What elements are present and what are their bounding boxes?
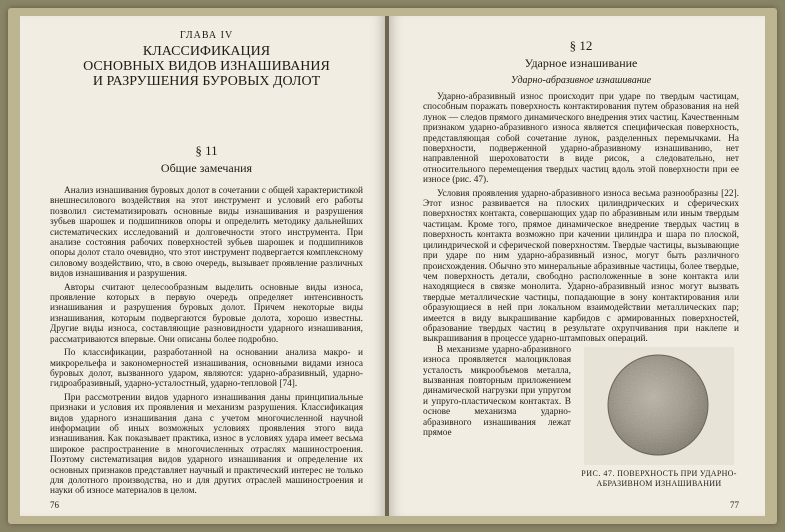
figure-caption bbox=[579, 469, 739, 489]
chapter-label: ГЛАВА IV bbox=[179, 30, 234, 41]
left-page bbox=[20, 16, 385, 516]
page-number: 76 bbox=[50, 500, 59, 510]
left-page-content bbox=[50, 30, 363, 497]
paragraph: В механизме ударно-абразивного износа проявляется малоцикловая усталость микрообъемов металла, вызванная повторным приложением динамической нагрузки при упругом и упруго-пластическом контактах. В основе механизма ударно-абразивного изнашивания лежат прямое bbox=[423, 344, 571, 438]
page-number: 77 bbox=[730, 500, 739, 510]
section-title: Общие замечания bbox=[160, 161, 253, 175]
figure-caption-text: ПОВЕРХНОСТЬ ПРИ УДАРНО-АБРАЗИВНОМ ИЗНАШИВАНИИ bbox=[596, 468, 737, 488]
paragraph: При рассмотрении видов ударного изнашивания даны принципиальные признаки и условия их проявления и механизм разрушения. Классификация видов ударного изнашивания дана с учетом многочисленной научной информации об иных возможных условиях проявления этого вида изнашивания. Как показывает практика, износ в условиях удара имеет весьма широкое распространение в многочисленных отраслях машиностроения. Поэтому систематизация видов ударного изнашивания и определение их основных признаков представляет научный и практический интерес не только для долотного производства, но и для других отраслей машиностроения и науки об износе материалов в целом. bbox=[50, 392, 363, 497]
section-number: § 11 bbox=[195, 143, 218, 158]
open-book bbox=[8, 8, 777, 524]
paragraph: Анализ изнашивания буровых долот в сочетании с общей характеристикой внешнесилового воздействия на этот инструмент и условий его работы позволил систематизировать основные виды изнашивания и разрушения зубьев шарошек и подшипников опоры и определить методику дальнейших систематических исследований и долговечности этого инструмента. При анализе состояния рабочих поверхностей зубьев шарошек и подшипников опоры долот стало очевидно, что этот инструмент подвергается комплексному силовому воздействию, что, в свою очередь, вызывает проявление различных видов изнашивания и разрушения. bbox=[50, 186, 363, 280]
paragraph: По классификации, разработанной на основании анализа макро- и микрорельефа и закономерностей изнашивания, основными видами износа буровых долот, вызванного ударом, являются: ударно-абразивный, ударно-гидроабразивный, ударно-усталостный, ударно-тепловой [74]. bbox=[50, 348, 363, 390]
chapter-title-line-3: И РАЗРУШЕНИЯ БУРОВЫХ ДОЛОТ bbox=[92, 74, 321, 89]
figure-number: РИС. 47. bbox=[581, 468, 615, 478]
paragraph: Условия проявления ударно-абразивного износа весьма разнообразны [22]. Этот износ развивается на плоских цилиндрических и сферических поверхностях контакта, совершающих удар по абразивным или иным твердым частицам. Кроме того, прямое динамическое внедрение твердых частиц в поверхность контакта возможно при качении цилиндра и шара по плоской, цилиндрической и сферической поверхностям. Твердые частицы, вызывающие при ударе по ним ударно-абразивный износ, могут быть различного происхождения. Обычно это минеральные абразивные частицы, более твердые, чем поверхность детали, свободно расположенные в зоне контакта или находящиеся в связке монолита. Ударно-абразивный износ могут вызвать твердые металлические частицы, попадающие в зону контактирования или образующиеся в ней при локальном взаимодействии металлических пар; имеется в виду выкрашивание карбидов с армированных поверхностей, образование твердых частиц в результате охрупчивания при наклепе и выкрашивания в процессе ударно-штамповых операций. bbox=[423, 188, 739, 345]
section-title: Ударное изнашивание bbox=[524, 56, 638, 70]
right-page bbox=[389, 16, 765, 516]
section-number: § 12 bbox=[569, 38, 593, 53]
right-page-content bbox=[423, 38, 739, 491]
chapter-title bbox=[50, 44, 363, 89]
chapter-title-line-1: КЛАССИФИКАЦИЯ bbox=[142, 44, 271, 59]
paragraph: Ударно-абразивный износ происходит при ударе по твердым частицам, способным поражать поверхность контактирования путем образования на ней лунок — следов прямого динамического внедрения этих частиц. Качественным признаком ударно-абразивного износа является специфическая поверхность, представляющая собой сочетание лунок, разделенных перемычками. На поверхности, подверженной ударно-абразивному изнашиванию, нет направленной шероховатости в виде рисок, а следовательно, нет относительного перемещения твердых частиц вдоль этой поверхности при ее износе (рис. 47). bbox=[423, 92, 739, 186]
figure-47 bbox=[579, 347, 739, 489]
worn-surface-photo bbox=[584, 347, 734, 465]
paragraph: Авторы считают целесообразным выделить основные виды износа, проявление которых в первую очередь определяет интенсивность изнашивания и разрушения буровых долот. Причем некоторые виды изнашивания, которым подвергаются буровые долота, хорошо известны. Другие виды износа, составляющие разновидности ударного изнашивания, рассматриваются впервые. Они описаны более подробно. bbox=[50, 282, 363, 345]
chapter-title-line-2: ОСНОВНЫХ ВИДОВ ИЗНАШИВАНИЯ bbox=[83, 59, 330, 74]
subsection-title: Ударно-абразивное изнашивание bbox=[510, 75, 652, 86]
